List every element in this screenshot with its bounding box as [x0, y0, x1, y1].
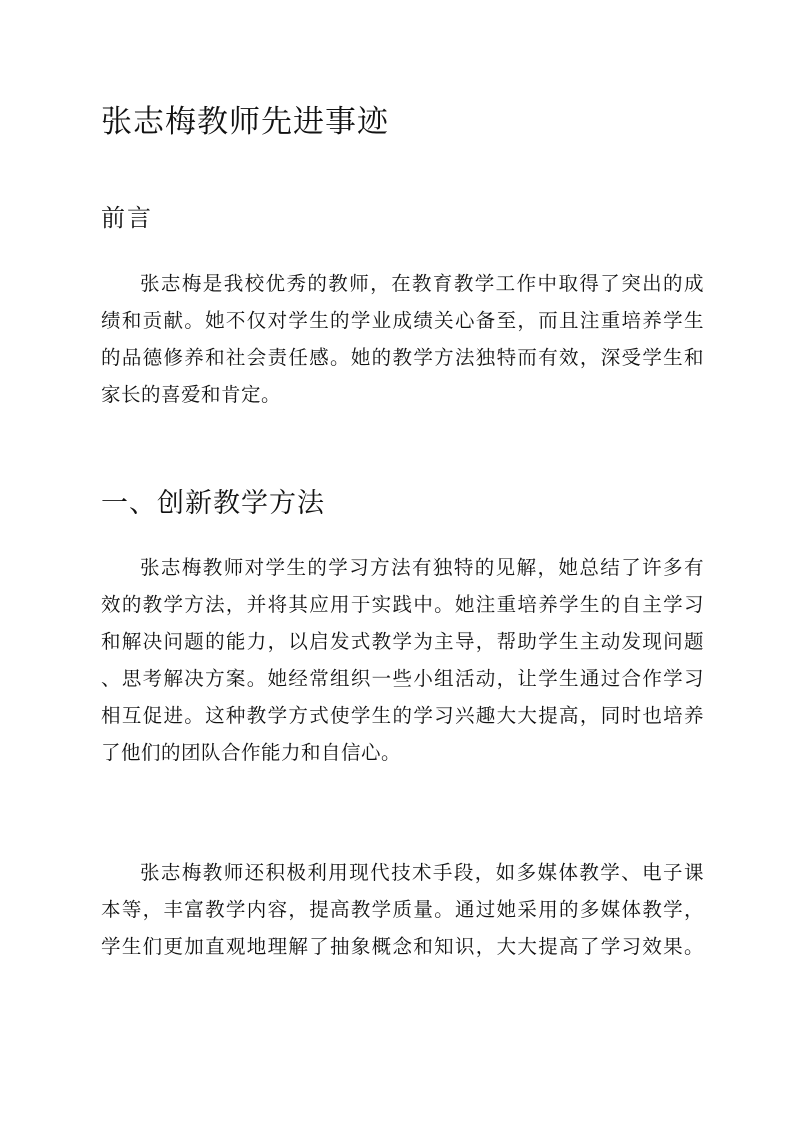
section-heading-innovative-teaching: 一、创新教学方法 — [101, 488, 325, 519]
preface-paragraph — [101, 265, 704, 413]
paragraph-line: 绩和贡献。她不仅对学生的学业成绩关心备至，而且注重培养学生 — [101, 309, 704, 332]
section1-paragraph-1 — [101, 549, 704, 771]
paragraph-line: 和解决问题的能力，以启发式教学为主导，帮助学生主动发现问题 — [101, 630, 704, 653]
section1-paragraph-2 — [101, 854, 704, 965]
paragraph-line: 的品德修养和社会责任感。她的教学方法独特而有效，深受学生和 — [101, 346, 704, 369]
preface-heading: 前言 — [101, 204, 153, 232]
document-title: 张志梅教师先进事迹 — [101, 104, 389, 140]
paragraph-line: 、思考解决方案。她经常组织一些小组活动，让学生通过合作学习 — [101, 667, 704, 690]
paragraph-line: 张志梅教师对学生的学习方法有独特的见解，她总结了许多有 — [140, 556, 704, 579]
paragraph-line: 家长的喜爱和肯定。 — [101, 383, 282, 406]
paragraph-line: 学生们更加直观地理解了抽象概念和知识，大大提高了学习效果。 — [101, 935, 704, 958]
paragraph-line: 效的教学方法，并将其应用于实践中。她注重培养学生的自主学习 — [101, 593, 704, 616]
paragraph-line: 张志梅是我校优秀的教师，在教育教学工作中取得了突出的成 — [140, 272, 704, 295]
paragraph-line: 张志梅教师还积极利用现代技术手段，如多媒体教学、电子课 — [140, 861, 704, 884]
paragraph-line: 本等，丰富教学内容，提高教学质量。通过她采用的多媒体教学， — [101, 898, 704, 921]
paragraph-line: 相互促进。这种教学方式使学生的学习兴趣大大提高，同时也培养 — [101, 704, 704, 727]
paragraph-line: 了他们的团队合作能力和自信心。 — [101, 741, 402, 764]
